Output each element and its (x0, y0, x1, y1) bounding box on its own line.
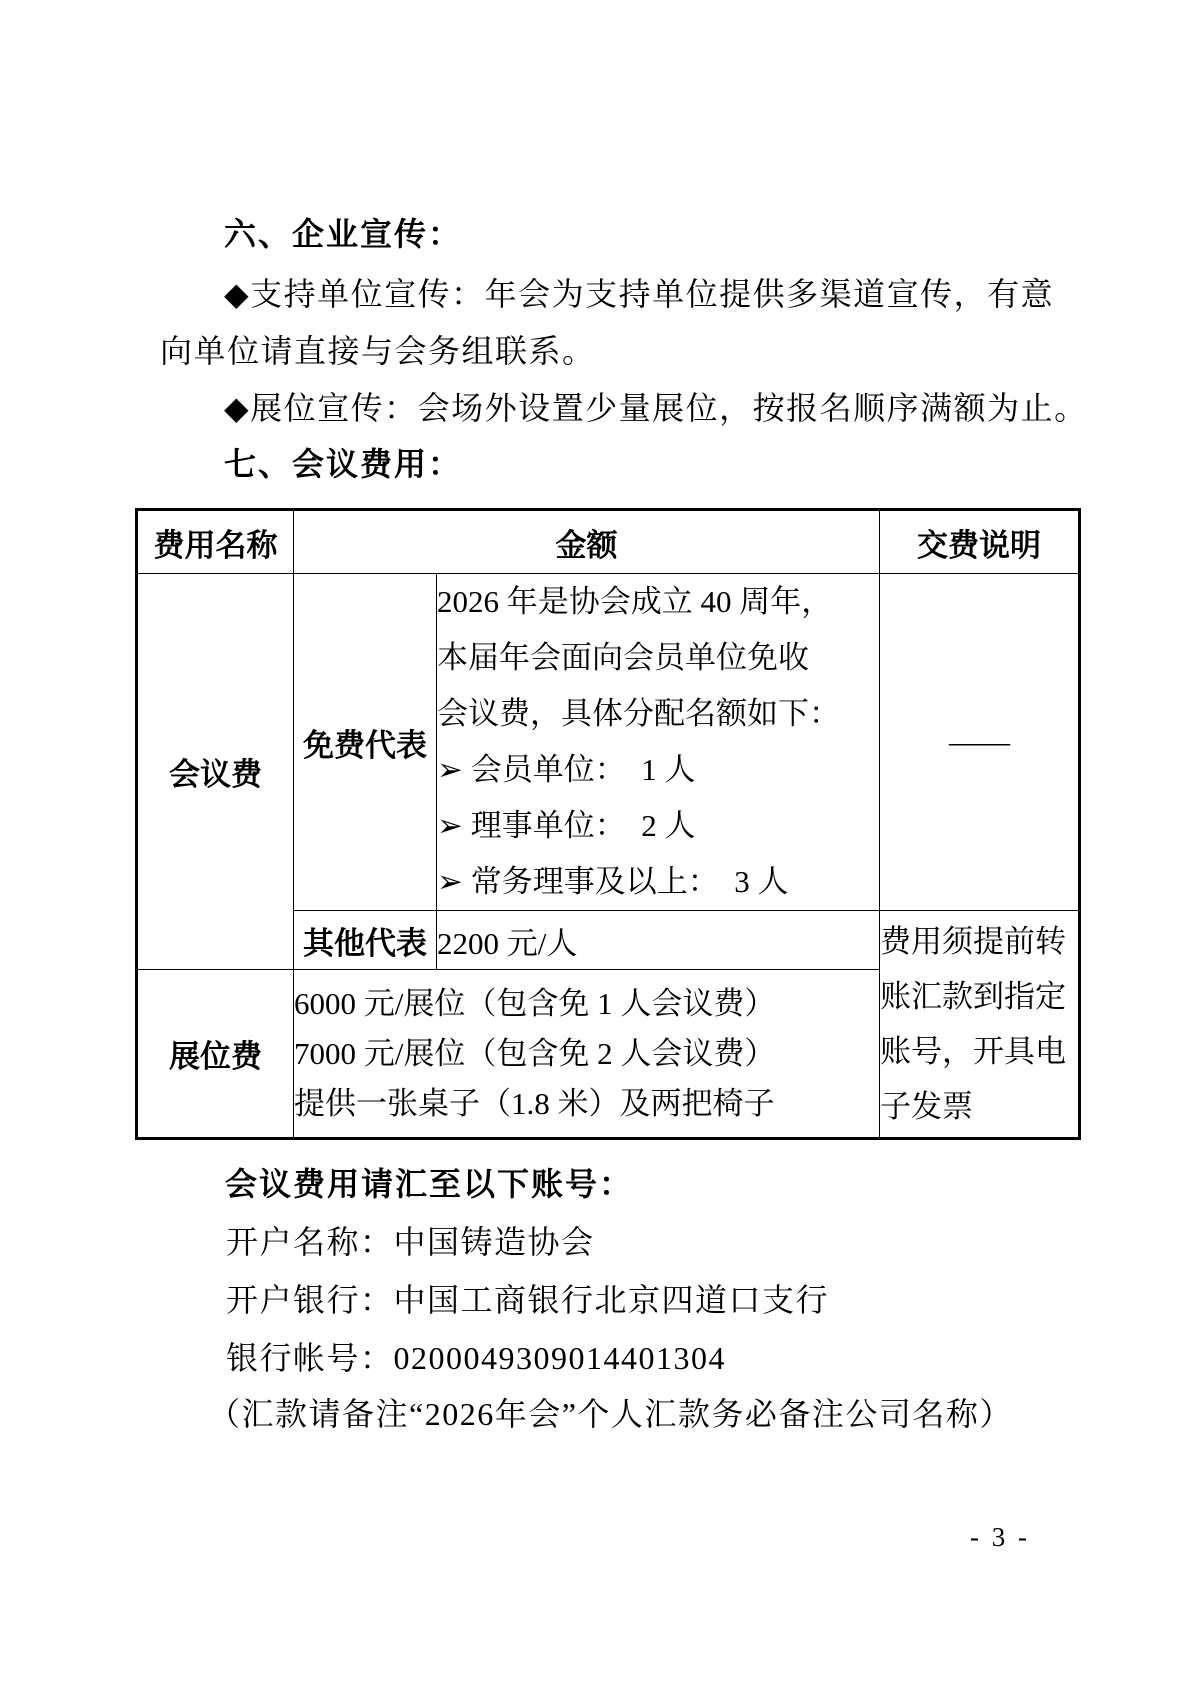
remittance-bank: 开户银行：中国工商银行北京四道口支行 (226, 1282, 830, 1318)
page-number: - 3 - (970, 1522, 1030, 1552)
free-rep-line: ➢ 理事单位： 2 人 (437, 808, 696, 843)
fees-table (135, 508, 1081, 1140)
header-amount: 金额 (294, 510, 880, 574)
free-rep-line: 会议费，具体分配名额如下： (437, 696, 840, 731)
cell-other-rep-price: 2200 元/人 (437, 911, 880, 970)
booth-fee-line: 6000 元/展位（包含免 1 人会议费） (294, 985, 776, 1021)
remittance-note: （汇款请备注“2026年会”个人汇款务必备注公司名称） (208, 1396, 1013, 1432)
payment-note-line: 账号，开具电 (880, 1034, 1066, 1069)
cell-booth-fee-label: 展位费 (137, 970, 294, 1139)
paragraph-support-promo-line1: ◆支持单位宣传：年会为支持单位提供多渠道宣传，有意 (224, 276, 1055, 312)
payment-note-line: 费用须提前转 (880, 924, 1066, 959)
cell-free-rep-detail (437, 574, 880, 911)
paragraph-booth-promo: ◆展位宣传：会场外设置少量展位，按报名顺序满额为止。 (224, 390, 1088, 426)
free-rep-line: ➢ 常务理事及以上： 3 人 (437, 864, 789, 899)
remittance-account-name: 开户名称：中国铸造协会 (226, 1224, 595, 1260)
free-rep-line: ➢ 会员单位： 1 人 (437, 752, 696, 787)
paragraph-support-promo-line2: 向单位请直接与会务组联系。 (160, 333, 596, 369)
section-heading-fees: 七、会议费用： (224, 446, 463, 482)
free-rep-line: 本届年会面向会员单位免收 (437, 640, 809, 675)
free-rep-line: 2026 年是协会成立 40 周年， (437, 584, 833, 619)
remittance-account-number: 银行帐号：0200049309014401304 (226, 1340, 727, 1376)
booth-fee-line: 提供一张桌子（1.8 米）及两把椅子 (294, 1085, 775, 1121)
free-representative-row (137, 574, 1080, 911)
cell-booth-fee-detail (294, 970, 880, 1139)
cell-payment-instructions (880, 911, 1080, 1139)
cell-conference-fee-label: 会议费 (137, 574, 294, 970)
fees-table-header-row (137, 510, 1080, 574)
cell-other-rep-label: 其他代表 (294, 911, 437, 970)
cell-free-rep-label: 免费代表 (294, 574, 437, 911)
cell-free-rep-payment-note: —— (880, 574, 1080, 911)
remittance-heading: 会议费用请汇至以下账号： (225, 1166, 634, 1202)
payment-note-line: 账汇款到指定 (880, 979, 1066, 1014)
header-fee-name: 费用名称 (137, 510, 294, 574)
header-payment-note: 交费说明 (880, 510, 1080, 574)
payment-note-line: 子发票 (880, 1089, 973, 1124)
section-heading-promotion: 六、企业宣传： (224, 216, 463, 252)
booth-fee-line: 7000 元/展位（包含免 2 人会议费） (294, 1035, 776, 1071)
